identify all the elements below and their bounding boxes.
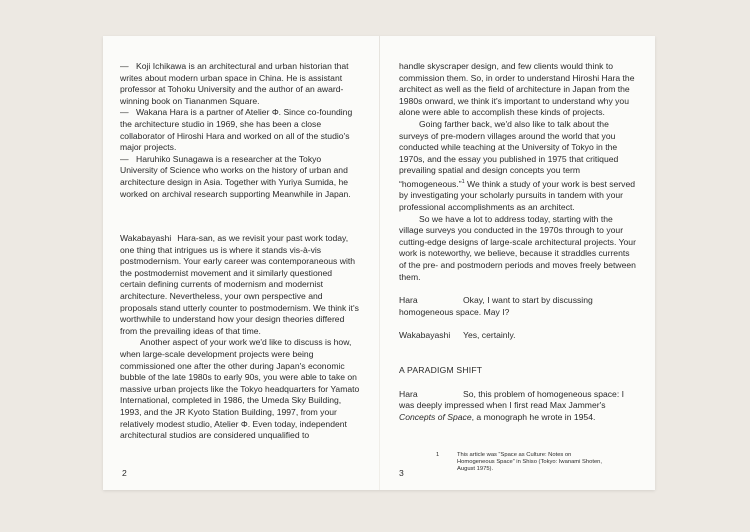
right-page: [380, 36, 656, 490]
speaker-label: Wakabayashi: [120, 233, 172, 243]
page-number: 3: [399, 468, 404, 478]
dialogue-line: Hara So, this problem of homogeneous space: I was deeply impressed when I first read Max Jammer's Concepts of Space, a monograph he wrote in 1954.: [399, 388, 624, 422]
contributor-bios: [120, 61, 360, 200]
paragraph: Wakabayashi Hara-san, as we revisit your past work today, one thing that intrigues us is where it stands vis-à-vis postmodernism. Your early career was contemporaneous with the postmodernist movement and it similarly questioned certain defining currents of modernism and modernist architecture. Nevertheless, your own perspective and proposals stand utterly counter to postmodernism. We think it's worthwhile to understand how your design theories differed from the prevailing ideas of that time.: [120, 233, 359, 336]
bio-sunagawa: — Haruhiko Sunagawa is a researcher at the Tokyo University of Science who works on the history of urban and architecture design in Asia. Together with Yuriya Sumida, he worked on archival research supporting Meanwhile in Japan.: [120, 153, 351, 199]
dialogue-line: Hara Okay, I want to start by discussing homogeneous space. May I?: [399, 295, 593, 317]
interview-body-left: [120, 233, 360, 442]
footnote-text: This article was “Space as Culture: Notes on Homogeneous Space” in Shiso (Tokyo: Iwanami Shoten, August 1975).: [457, 452, 603, 472]
paragraph: handle skyscraper design, and few clients would think to commission them. So, in order to understand Hiroshi Hara the architect as well as the field of architecture in Japan from the 1980s onward, we think it's important to understand why you alone were able to accomplish these kinds of projects.: [399, 61, 635, 118]
section-heading: A PARADIGM SHIFT: [399, 364, 483, 375]
paragraph: So we have a lot to address today, starting with the village surveys you conducted in the 1970s through to your cutting-edge designs of large-scale architectural projects. Your work is noteworthy, we believe, because it straddles currents of the pre- and postmodern periods and moves freely between them.: [399, 213, 636, 282]
book-title: Concepts of Space: [399, 411, 472, 422]
interview-body-right: [399, 61, 637, 423]
page-number: 2: [122, 468, 127, 478]
book-spread: [103, 36, 655, 490]
footnote-ref: 1: [461, 178, 465, 185]
dialogue-line: Wakabayashi Yes, certainly.: [399, 330, 516, 341]
paragraph: Going farther back, we'd also like to talk about the surveys of pre-modern villages around the world that you conducted while teaching at the University of Tokyo in the 1970s, and the essay you published in 1975 that critiqued prevailing spatial and design concepts you term “homogeneous.”$^1$ We think a study of your work is best served by investigating your scholarly pursuits in tandem with your professional accomplishments as an architect.: [399, 118, 636, 212]
footnote-number: 1: [436, 452, 440, 458]
speaker-label: Hara: [399, 295, 418, 306]
paragraph: Another aspect of your work we'd like to discuss is how, when large-scale development projects were being commissioned one after the other during Japan's economic bubble of the late 1980s to early 90s, you were able to take on massive urban projects like the Tokyo headquarters for Yamato International, completed in 1986, the Umeda Sky Building, 1993, and the JR Kyoto Station Building, 1997, from your relatively modest studio, Atelier Φ. Even today, independent architectural studios are considered unqualified to: [120, 337, 360, 441]
left-page: [103, 36, 379, 490]
bio-ichikawa: — Koji Ichikawa is an architectural and urban historian that writes about modern urban space in China. He is assistant professor at Tohoku University and the author of an award-winning book on Tiananmen Square.: [120, 61, 349, 106]
speaker-label: Wakabayashi: [399, 330, 451, 341]
bio-hara: — Wakana Hara is a partner of Atelier Φ. Since co-founding the architecture studio in 1969, she has been a close collaborator of Hiroshi Hara and worked on all of the studio's major projects.: [120, 107, 353, 153]
speaker-label: Hara: [399, 388, 418, 399]
footnote: [399, 452, 637, 476]
